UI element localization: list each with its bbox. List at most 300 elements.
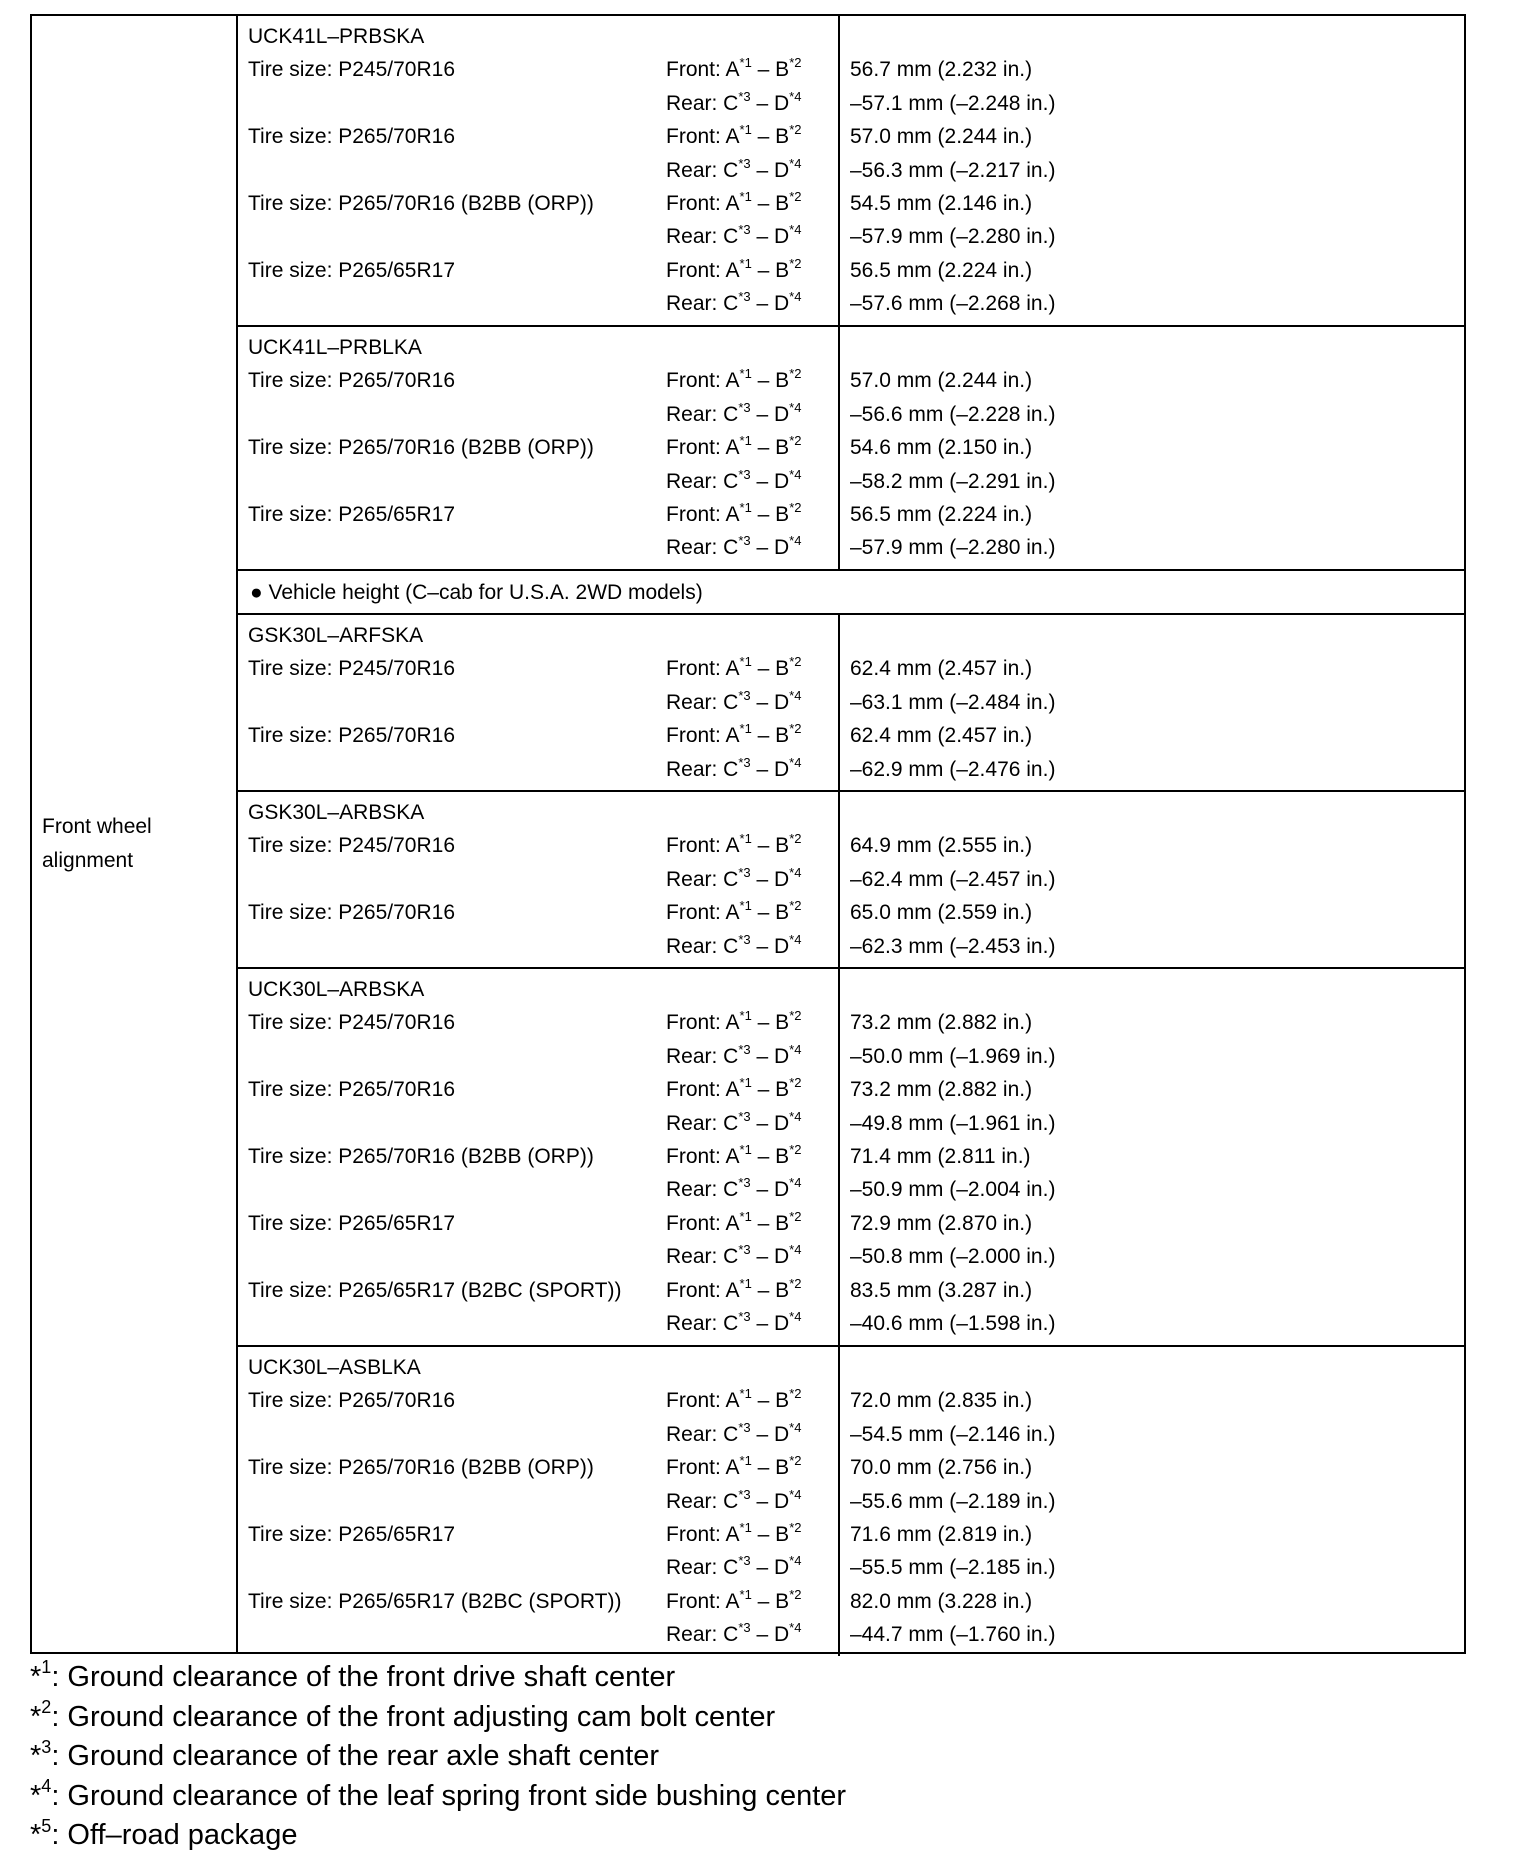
- position-label-text: – B: [751, 1456, 790, 1480]
- footnote-ref: *4: [789, 1041, 802, 1057]
- position-label-text: Rear: C: [666, 934, 739, 958]
- position-label-text: Rear: C: [666, 1178, 739, 1202]
- position-label-text: Rear: C: [666, 91, 739, 115]
- rear-value: –49.8 mm (–1.961 in.): [850, 1111, 1056, 1135]
- model-group: [238, 327, 1464, 571]
- position-label-text: Front: A: [666, 1389, 740, 1413]
- rear-label: [666, 1307, 801, 1340]
- footnote-ref: *4: [789, 1553, 802, 1569]
- position-label-text: Front: A: [666, 369, 740, 393]
- footnote-ref: *4: [789, 1419, 802, 1435]
- position-label-text: – D: [750, 867, 790, 891]
- position-label-text: Rear: C: [666, 690, 739, 714]
- footnote-ref: *2: [789, 433, 802, 449]
- front-value: 72.0 mm (2.835 in.): [850, 1389, 1033, 1413]
- footnote-ref: *2: [789, 1453, 802, 1469]
- footnote-ref: *1: [739, 1453, 752, 1469]
- footnote: [30, 1658, 1130, 1698]
- tire-size: Tire size: P245/70R16: [248, 58, 455, 82]
- position-label-text: – B: [751, 1278, 790, 1302]
- position-label-text: Front: A: [666, 503, 740, 526]
- front-value: 62.4 mm (2.457 in.): [850, 724, 1033, 748]
- footnote-ref: *4: [789, 864, 802, 880]
- position-label-text: Rear: C: [666, 1044, 739, 1068]
- position-label-text: Rear: C: [666, 469, 739, 493]
- footnote-ref: *2: [789, 1386, 802, 1402]
- footnote-text: : Ground clearance of the front adjusting cam bolt center: [51, 1700, 776, 1733]
- footnote-mark: *: [30, 1819, 42, 1852]
- footnote: [30, 1777, 1130, 1817]
- rear-label: [666, 1040, 801, 1073]
- footnote-ref: *3: [738, 931, 751, 947]
- tire-size: Tire size: P265/65R17: [248, 258, 455, 282]
- position-label-text: Front: A: [666, 1523, 740, 1546]
- section-note: ● Vehicle height (C–cab for U.S.A. 2WD models): [250, 581, 703, 604]
- footnote-ref: *4: [789, 533, 802, 549]
- tire-size: Tire size: P265/70R16 (B2BB (ORP)): [248, 192, 594, 215]
- front-value: 70.0 mm (2.756 in.): [850, 1456, 1033, 1480]
- footnote: [30, 1698, 1130, 1738]
- rear-label: [666, 1107, 801, 1140]
- position-label-text: Front: A: [666, 1211, 740, 1235]
- footnote-number: 5: [41, 1815, 52, 1836]
- front-value: 56.5 mm (2.224 in.): [850, 258, 1033, 282]
- tire-size: Tire size: P265/70R16: [248, 1389, 455, 1413]
- footnote-ref: *1: [739, 1586, 752, 1602]
- rear-value: –56.6 mm (–2.228 in.): [850, 402, 1056, 426]
- footnote-ref: *3: [738, 533, 751, 549]
- footnote-ref: *4: [789, 1486, 802, 1502]
- position-label-text: – B: [751, 724, 790, 748]
- front-label: [666, 1384, 801, 1417]
- rear-value: –50.0 mm (–1.969 in.): [850, 1044, 1056, 1068]
- footnote-ref: *3: [738, 399, 751, 415]
- front-label: [666, 364, 801, 397]
- footnote-ref: *3: [738, 1553, 751, 1569]
- footnote-mark: *: [30, 1740, 42, 1773]
- front-value: 72.9 mm (2.870 in.): [850, 1211, 1033, 1235]
- model-code: UCK30L–ASBLKA: [248, 1356, 421, 1379]
- rear-label: [666, 220, 801, 253]
- position-label-text: – B: [751, 1078, 790, 1102]
- rear-label: [666, 1618, 801, 1651]
- rear-label: [666, 930, 801, 963]
- footnote-text: : Ground clearance of the rear axle shaft center: [51, 1740, 660, 1773]
- rear-label: [666, 686, 801, 719]
- footnote-ref: *2: [789, 366, 802, 382]
- rear-value: –55.6 mm (–2.189 in.): [850, 1489, 1056, 1513]
- position-label-text: – D: [750, 1623, 790, 1647]
- rear-value: –50.9 mm (–2.004 in.): [850, 1178, 1056, 1202]
- footnote: [30, 1737, 1130, 1777]
- footnote-ref: *2: [789, 1142, 802, 1157]
- column-divider: [838, 16, 840, 325]
- footnote-ref: *3: [738, 1175, 751, 1191]
- tire-size: Tire size: P265/65R17: [248, 503, 455, 526]
- position-label-text: Front: A: [666, 901, 740, 925]
- front-value: 73.2 mm (2.882 in.): [850, 1011, 1033, 1035]
- front-label: [666, 896, 801, 929]
- footnotes: [30, 1658, 1130, 1856]
- footnote-ref: *1: [739, 255, 752, 271]
- tire-size: Tire size: P265/70R16: [248, 369, 455, 393]
- position-label-text: – B: [751, 1523, 790, 1546]
- tire-size: Tire size: P245/70R16: [248, 1011, 455, 1035]
- rear-label: [666, 1551, 801, 1584]
- footnote-ref: *3: [738, 864, 751, 880]
- position-label-text: – B: [751, 834, 790, 858]
- footnote-ref: *2: [789, 1275, 802, 1291]
- position-label-text: Front: A: [666, 125, 740, 149]
- front-value: 57.0 mm (2.244 in.): [850, 125, 1033, 149]
- rear-value: –58.2 mm (–2.291 in.): [850, 469, 1056, 493]
- label-column: [32, 16, 238, 1652]
- rear-label: [666, 1173, 801, 1206]
- tire-size: Tire size: P245/70R16: [248, 657, 455, 681]
- position-label-text: Rear: C: [666, 1556, 739, 1580]
- position-label-text: – B: [751, 258, 790, 282]
- footnote-ref: *3: [738, 754, 751, 770]
- footnote-ref: *1: [739, 122, 752, 138]
- footnote-ref: *3: [738, 155, 751, 171]
- position-label-text: Rear: C: [666, 1245, 739, 1269]
- footnote-ref: *2: [789, 831, 802, 847]
- front-value: 65.0 mm (2.559 in.): [850, 901, 1033, 925]
- footnote-number: 3: [41, 1736, 52, 1757]
- front-label: [666, 1073, 801, 1106]
- footnote-ref: *2: [789, 1208, 802, 1224]
- rear-label: [666, 1240, 801, 1273]
- footnote: [30, 1816, 1130, 1856]
- footnote-ref: *1: [739, 366, 752, 382]
- footnote-ref: *4: [789, 1309, 802, 1324]
- rear-value: –54.5 mm (–2.146 in.): [850, 1422, 1056, 1446]
- position-label-text: – B: [751, 436, 790, 460]
- position-label-text: Front: A: [666, 258, 740, 282]
- position-label-text: – B: [751, 369, 790, 393]
- position-label-text: Front: A: [666, 1278, 740, 1302]
- position-label-text: Front: A: [666, 1078, 740, 1102]
- footnote-ref: *4: [789, 1620, 802, 1636]
- footnote-ref: *3: [738, 1620, 751, 1636]
- front-label: [666, 719, 801, 752]
- position-label-text: – D: [750, 1556, 790, 1580]
- front-label: [666, 53, 801, 86]
- front-label: [666, 498, 801, 531]
- front-value: 71.4 mm (2.811 in.): [850, 1145, 1031, 1168]
- footnote-ref: *3: [738, 687, 751, 703]
- position-label-text: – B: [751, 1211, 790, 1235]
- position-label-text: – D: [750, 1422, 790, 1446]
- position-label-text: Rear: C: [666, 1111, 739, 1135]
- position-label-text: – B: [751, 1011, 790, 1035]
- footnote-ref: *1: [739, 1208, 752, 1224]
- tire-size: Tire size: P265/70R16: [248, 1078, 455, 1102]
- position-label-text: – B: [751, 1589, 790, 1613]
- section-note-row: [238, 571, 1464, 615]
- footnote-number: 1: [41, 1657, 52, 1678]
- row-label: Front wheel alignment: [42, 815, 152, 872]
- footnote-ref: *1: [739, 1520, 752, 1535]
- footnote-ref: *4: [789, 687, 802, 703]
- rear-value: –57.1 mm (–2.248 in.): [850, 91, 1056, 115]
- rear-value: –62.3 mm (–2.453 in.): [850, 934, 1056, 958]
- tire-size: Tire size: P265/65R17 (B2BC (SPORT)): [248, 1278, 622, 1302]
- position-label-text: – B: [751, 901, 790, 925]
- footnote-ref: *1: [739, 500, 752, 515]
- position-label-text: – B: [751, 125, 790, 149]
- position-label-text: – D: [750, 292, 790, 316]
- position-label-text: Rear: C: [666, 158, 739, 182]
- footnote-ref: *1: [739, 189, 752, 204]
- rear-label: [666, 1485, 801, 1518]
- footnote-ref: *2: [789, 1586, 802, 1602]
- position-label-text: Front: A: [666, 58, 740, 82]
- footnote-ref: *1: [739, 654, 752, 670]
- footnote-ref: *3: [738, 1486, 751, 1502]
- column-divider: [838, 1347, 840, 1656]
- position-label-text: Rear: C: [666, 536, 739, 560]
- column-divider: [838, 969, 840, 1345]
- position-label-text: – D: [750, 1178, 790, 1202]
- footnote-ref: *4: [789, 289, 802, 305]
- footnote-ref: *4: [789, 466, 802, 482]
- footnote-ref: *2: [789, 1520, 802, 1535]
- model-code: UCK30L–ARBSKA: [248, 978, 425, 1001]
- footnote-ref: *4: [789, 88, 802, 104]
- position-label-text: Rear: C: [666, 292, 739, 316]
- rear-label: [666, 154, 801, 187]
- footnote-ref: *3: [738, 466, 751, 482]
- footnote-ref: *3: [738, 1108, 751, 1124]
- footnote-ref: *3: [738, 222, 751, 238]
- footnote-ref: *2: [789, 122, 802, 138]
- front-value: 57.0 mm (2.244 in.): [850, 369, 1033, 393]
- position-label-text: Rear: C: [666, 1422, 739, 1446]
- rear-label: [666, 1418, 801, 1451]
- position-label-text: Rear: C: [666, 1489, 739, 1513]
- model-group: [238, 16, 1464, 327]
- footnote-ref: *1: [739, 1075, 752, 1091]
- position-label-text: Front: A: [666, 1145, 740, 1168]
- footnote-ref: *1: [739, 831, 752, 847]
- rear-value: –62.9 mm (–2.476 in.): [850, 757, 1056, 781]
- front-label: [666, 1274, 801, 1307]
- position-label-text: – D: [750, 1245, 790, 1269]
- spec-table: [30, 14, 1466, 1654]
- front-value: 62.4 mm (2.457 in.): [850, 657, 1033, 681]
- footnote-mark: *: [30, 1779, 42, 1812]
- footnote-ref: *2: [789, 721, 802, 737]
- front-label: [666, 1207, 801, 1240]
- front-label: [666, 254, 801, 287]
- position-label-text: Rear: C: [666, 1312, 739, 1335]
- footnote-ref: *1: [739, 1386, 752, 1402]
- footnote-ref: *2: [789, 255, 802, 271]
- position-label-text: – D: [750, 1489, 790, 1513]
- model-group: [238, 969, 1464, 1347]
- footnote-number: 2: [41, 1696, 52, 1717]
- position-label-text: Rear: C: [666, 402, 739, 426]
- footnote-text: : Ground clearance of the front drive shaft center: [51, 1661, 676, 1693]
- footnote-ref: *1: [739, 1008, 752, 1024]
- footnote-ref: *2: [789, 1008, 802, 1024]
- position-label-text: Rear: C: [666, 1623, 739, 1647]
- position-label-text: – D: [750, 469, 790, 493]
- column-divider: [838, 327, 840, 569]
- footnote-ref: *2: [789, 500, 802, 515]
- front-label: [666, 120, 801, 153]
- rear-label: [666, 465, 801, 498]
- position-label-text: Front: A: [666, 1589, 740, 1613]
- footnote-ref: *4: [789, 1175, 802, 1191]
- position-label-text: Front: A: [666, 192, 740, 215]
- position-label-text: Front: A: [666, 1456, 740, 1480]
- position-label-text: Front: A: [666, 436, 740, 460]
- position-label-text: – D: [750, 934, 790, 958]
- footnote-text: : Ground clearance of the leaf spring front side bushing center: [51, 1779, 847, 1812]
- position-label-text: Front: A: [666, 657, 740, 681]
- footnote-ref: *2: [789, 189, 802, 204]
- footnote-ref: *4: [789, 222, 802, 238]
- front-value: 54.5 mm (2.146 in.): [850, 192, 1033, 215]
- footnote-ref: *3: [738, 1041, 751, 1057]
- position-label-text: – D: [750, 1044, 790, 1068]
- footnote-ref: *3: [738, 1309, 751, 1324]
- tire-size: Tire size: P265/70R16 (B2BB (ORP)): [248, 436, 594, 460]
- position-label-text: Rear: C: [666, 757, 739, 781]
- front-label: [666, 1518, 801, 1551]
- rear-value: –57.6 mm (–2.268 in.): [850, 292, 1056, 316]
- model-group: [238, 615, 1464, 792]
- position-label-text: Front: A: [666, 724, 740, 748]
- position-label-text: Front: A: [666, 1011, 740, 1035]
- front-label: [666, 1585, 801, 1618]
- footnote-ref: *3: [738, 88, 751, 104]
- rear-label: [666, 753, 801, 786]
- position-label-text: – D: [750, 757, 790, 781]
- position-label-text: – B: [751, 192, 790, 215]
- footnote-mark: *: [30, 1661, 42, 1693]
- front-label: [666, 1451, 801, 1484]
- front-value: 64.9 mm (2.555 in.): [850, 834, 1033, 858]
- rear-value: –56.3 mm (–2.217 in.): [850, 158, 1056, 182]
- position-label-text: Front: A: [666, 834, 740, 858]
- footnote-ref: *1: [739, 55, 752, 71]
- position-label-text: – B: [751, 657, 790, 681]
- tire-size: Tire size: P245/70R16: [248, 834, 455, 858]
- rear-value: –44.7 mm (–1.760 in.): [850, 1623, 1056, 1647]
- front-label: [666, 1140, 801, 1173]
- position-label-text: – D: [750, 1312, 790, 1335]
- front-label: [666, 187, 801, 220]
- position-label-text: – B: [751, 58, 790, 82]
- front-value: 83.5 mm (3.287 in.): [850, 1278, 1033, 1302]
- rear-label: [666, 87, 801, 120]
- footnote-ref: *4: [789, 1242, 802, 1258]
- rear-label: [666, 287, 801, 320]
- footnote-number: 4: [41, 1776, 52, 1797]
- position-label-text: – D: [750, 690, 790, 714]
- model-code: UCK41L–PRBSKA: [248, 25, 425, 48]
- tire-size: Tire size: P265/70R16 (B2BB (ORP)): [248, 1145, 594, 1168]
- rear-label: [666, 531, 801, 564]
- footnote-ref: *3: [738, 289, 751, 305]
- footnote-ref: *3: [738, 1242, 751, 1258]
- footnote-ref: *1: [739, 721, 752, 737]
- position-label-text: – B: [751, 1145, 790, 1168]
- footnote-ref: *2: [789, 898, 802, 914]
- model-group: [238, 1347, 1464, 1656]
- front-label: [666, 829, 801, 862]
- model-group: [238, 792, 1464, 969]
- rear-label: [666, 863, 801, 896]
- position-label-text: – D: [750, 91, 790, 115]
- rear-value: –40.6 mm (–1.598 in.): [850, 1312, 1056, 1335]
- front-label: [666, 431, 801, 464]
- footnote-ref: *1: [739, 433, 752, 449]
- front-value: 54.6 mm (2.150 in.): [850, 436, 1033, 460]
- rear-label: [666, 398, 801, 431]
- model-code: UCK41L–PRBLKA: [248, 336, 422, 359]
- footnote-ref: *3: [738, 1419, 751, 1435]
- footnote-text: : Off–road package: [51, 1819, 298, 1852]
- position-label-text: – D: [750, 402, 790, 426]
- footnote-ref: *4: [789, 1108, 802, 1124]
- rear-value: –57.9 mm (–2.280 in.): [850, 536, 1056, 560]
- tire-size: Tire size: P265/70R16: [248, 724, 455, 748]
- footnote-ref: *4: [789, 754, 802, 770]
- model-code: GSK30L–ARBSKA: [248, 801, 425, 824]
- tire-size: Tire size: P265/65R17: [248, 1523, 455, 1546]
- position-label-text: Rear: C: [666, 225, 739, 249]
- footnote-ref: *4: [789, 399, 802, 415]
- footnote-ref: *2: [789, 55, 802, 71]
- position-label-text: – D: [750, 1111, 790, 1135]
- footnote-ref: *1: [739, 1275, 752, 1291]
- front-value: 82.0 mm (3.228 in.): [850, 1589, 1033, 1613]
- footnote-ref: *4: [789, 155, 802, 171]
- column-divider: [838, 792, 840, 967]
- rear-value: –55.5 mm (–2.185 in.): [850, 1556, 1056, 1580]
- front-value: 56.5 mm (2.224 in.): [850, 503, 1033, 526]
- footnote-mark: *: [30, 1700, 42, 1733]
- footnote-ref: *1: [739, 1142, 752, 1157]
- front-value: 71.6 mm (2.819 in.): [850, 1523, 1033, 1546]
- position-label-text: – D: [750, 536, 790, 560]
- footnote-ref: *2: [789, 654, 802, 670]
- rear-value: –50.8 mm (–2.000 in.): [850, 1245, 1056, 1269]
- tire-size: Tire size: P265/70R16: [248, 125, 455, 149]
- position-label-text: – B: [751, 1389, 790, 1413]
- tire-size: Tire size: P265/70R16: [248, 901, 455, 925]
- rear-value: –62.4 mm (–2.457 in.): [850, 867, 1056, 891]
- tire-size: Tire size: P265/65R17: [248, 1211, 455, 1235]
- tire-size: Tire size: P265/65R17 (B2BC (SPORT)): [248, 1589, 622, 1613]
- tire-size: Tire size: P265/70R16 (B2BB (ORP)): [248, 1456, 594, 1480]
- front-label: [666, 652, 801, 685]
- rear-value: –63.1 mm (–2.484 in.): [850, 690, 1056, 714]
- footnote-ref: *4: [789, 931, 802, 947]
- position-label-text: – D: [750, 158, 790, 182]
- model-code: GSK30L–ARFSKA: [248, 624, 424, 647]
- front-label: [666, 1006, 801, 1039]
- front-value: 56.7 mm (2.232 in.): [850, 58, 1033, 82]
- position-label-text: – D: [750, 225, 790, 249]
- column-divider: [838, 615, 840, 790]
- footnote-ref: *2: [789, 1075, 802, 1091]
- front-value: 73.2 mm (2.882 in.): [850, 1078, 1033, 1102]
